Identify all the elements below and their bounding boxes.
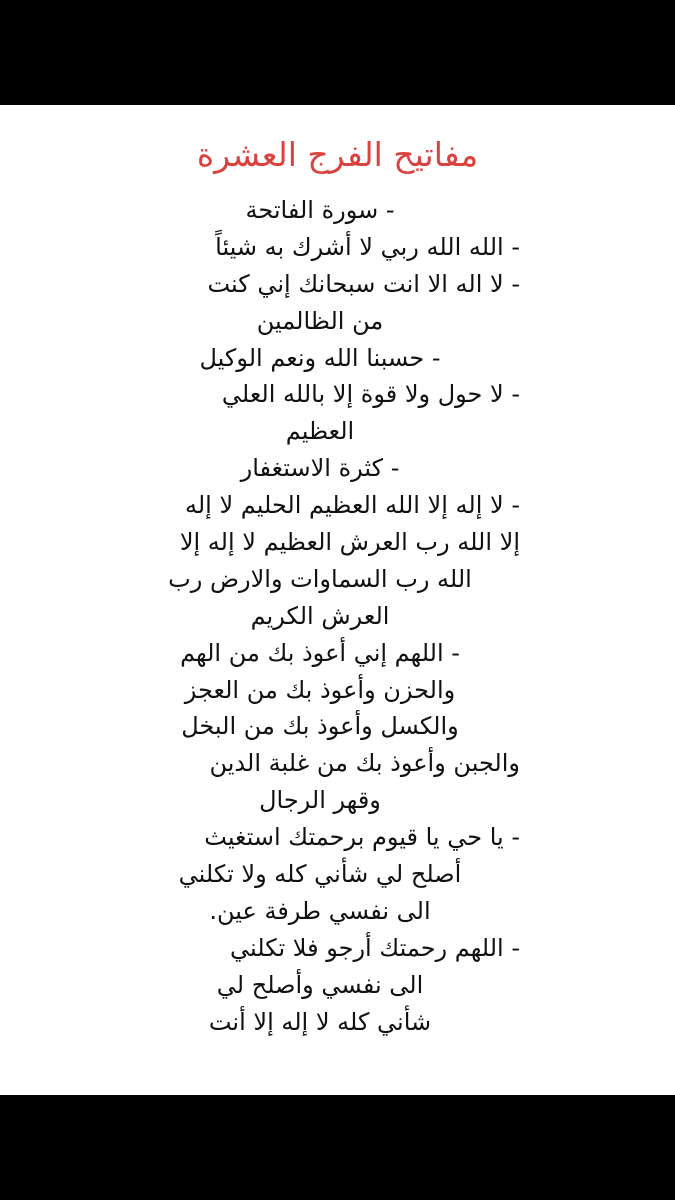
text-line: وقهر الرجال [259,786,381,815]
text-line: شأني كله لا إله إلا أنت [208,1007,432,1036]
text-line: - كثرة الاستغفار [240,454,400,483]
prayer-text [120,192,520,1040]
text-line: العظيم [285,417,355,446]
text-line: الى نفسي وأصلح لي [216,970,424,999]
document-page [0,105,675,1095]
text-line: - اللهم إني أعوذ بك من الهم [180,638,460,667]
page-title: مفاتيح الفرج العشرة [196,135,479,174]
text-line: والحزن وأعوذ بك من العجز [184,675,456,704]
text-line: الله رب السماوات والارض رب [168,564,472,593]
text-line: - الله الله ربي لا أشرك به شيئاً [215,232,520,261]
text-line: من الظالمين [256,306,384,335]
text-line: - لا إله إلا الله العظيم الحليم لا إله [184,491,520,520]
text-line: إلا الله رب العرش العظيم لا إله إلا [179,528,520,557]
text-line: - اللهم رحمتك أرجو فلا تكلني [230,933,520,962]
text-line: - حسبنا الله ونعم الوكيل [199,343,441,372]
text-line: الى نفسي طرفة عين. [209,896,431,925]
text-line: والجبن وأعوذ بك من غلبة الدين [209,749,520,778]
text-line: - يا حي يا قيوم برحمتك استغيث [204,823,520,852]
text-line: - سورة الفاتحة [245,196,395,224]
text-line: - لا حول ولا قوة إلا بالله العلي [221,380,520,409]
text-line: العرش الكريم [250,601,390,630]
text-line: أصلح لي شأني كله ولا تكلني [178,860,462,889]
text-line: والكسل وأعوذ بك من البخل [181,712,459,741]
text-line: - لا اله الا انت سبحانك إني كنت [207,269,520,298]
